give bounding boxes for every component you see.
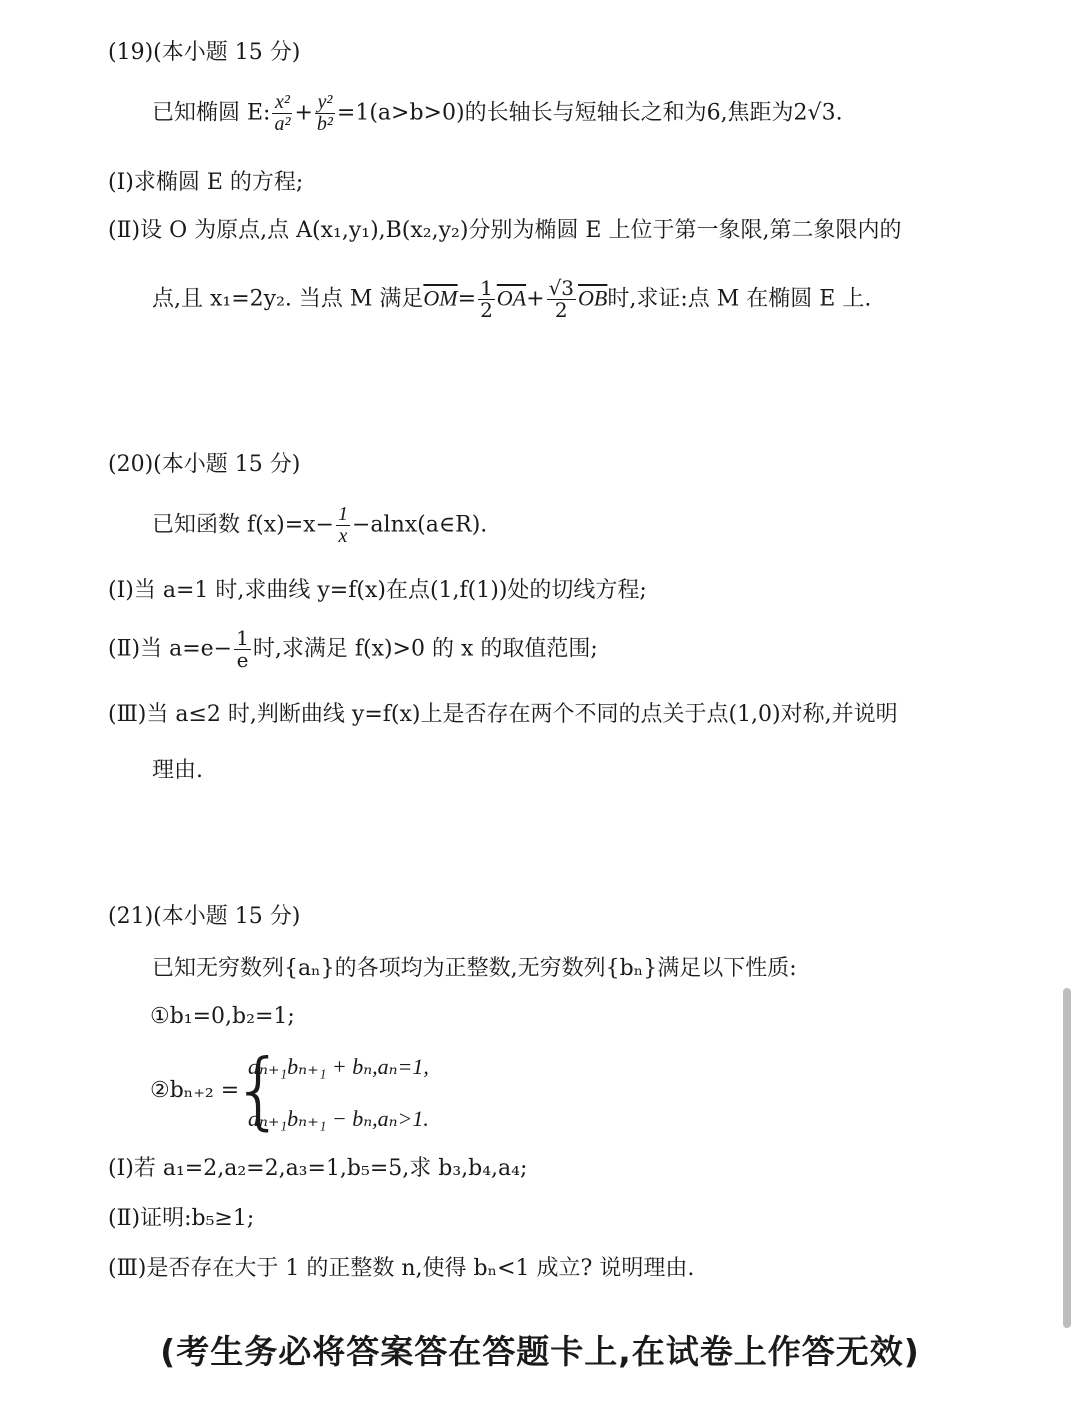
- q20-part1: (Ⅰ)当 a=1 时,求曲线 y=f(x)在点(1,f(1))处的切线方程;: [108, 578, 647, 603]
- q21-stem: 已知无穷数列{aₙ}的各项均为正整数,无穷数列{bₙ}满足以下性质:: [152, 956, 797, 981]
- q19-frac2-den: b²: [316, 113, 333, 135]
- q20-stem-pre: 已知函数 f(x)=x−: [152, 512, 334, 538]
- q19-sqrt3-num: √3: [548, 276, 575, 300]
- q20-stem: [152, 504, 487, 547]
- q20-frac-1-x: [336, 504, 350, 547]
- q21-prop1: ①b₁=0,b₂=1;: [150, 1004, 295, 1029]
- q19-vector-ob: $\overline{OB}$: [578, 285, 608, 311]
- q20-frac-den: x: [338, 525, 348, 547]
- footer-notice: (考生务必将答案答在答题卡上,在试卷上作答无效): [160, 1332, 920, 1371]
- q21-part3: (Ⅲ)是否存在大于 1 的正整数 n,使得 bₙ<1 成立? 说明理由.: [108, 1256, 695, 1281]
- q21-case1: aₙ₊₁bₙ₊₁ + bₙ,aₙ=1,: [248, 1054, 429, 1079]
- q19-frac2-num: y²: [315, 92, 335, 114]
- q20-part3-line1: (Ⅲ)当 a≤2 时,判断曲线 y=f(x)上是否存在两个不同的点关于点(1,0)对称,并说明: [108, 702, 898, 727]
- q19-frac-sqrt3: [547, 278, 576, 321]
- q20-part2-post: 时,求满足 f(x)>0 的 x 的取值范围;: [252, 636, 598, 662]
- q19-heading: (19)(本小题 15 分): [108, 40, 301, 65]
- q19-part1: (Ⅰ)求椭圆 E 的方程;: [108, 170, 304, 195]
- q19-half-num: 1: [480, 276, 493, 300]
- q20-stem-post: −alnx(a∈R).: [351, 512, 488, 538]
- q21-prop2-label: ②bₙ₊₂ =: [150, 1078, 240, 1103]
- q19-part2-line2: [152, 278, 871, 321]
- q19-vector-om: $\overline{OM}$: [423, 285, 458, 311]
- q21-part2: (Ⅱ)证明:b₅≥1;: [108, 1206, 255, 1231]
- q19-frac-y2-b2: [315, 92, 335, 135]
- q21-heading: (21)(本小题 15 分): [108, 904, 301, 929]
- q19-part2-line2-pre: 点,且 x₁=2y₂. 当点 M 满足: [152, 286, 424, 312]
- q19-stem-pre: 已知椭圆 E:: [152, 100, 271, 126]
- q20-heading: (20)(本小题 15 分): [108, 452, 301, 477]
- q19-part2-line2-post: 时,求证:点 M 在椭圆 E 上.: [607, 286, 872, 312]
- left-brace-icon: {: [232, 1041, 286, 1139]
- q20-frac-num: 1: [337, 503, 348, 525]
- q19-stem: [152, 92, 843, 135]
- q19-stem-post: =1(a>b>0)的长轴长与短轴长之和为6,焦距为2√3.: [336, 100, 843, 126]
- q19-part2-line1: (Ⅱ)设 O 为原点,点 A(x₁,y₁),B(x₂,y₂)分别为椭圆 E 上位于第一象限,第二象限内的: [108, 218, 902, 243]
- q19-vector-oa: $\overline{OA}$: [496, 285, 527, 311]
- q20-part2-frac-num: 1: [236, 626, 249, 650]
- q21-case2: aₙ₊₁bₙ₊₁ − bₙ,aₙ>1.: [248, 1106, 429, 1131]
- vertical-scrollbar[interactable]: [1063, 988, 1071, 1328]
- q20-part2: [108, 628, 598, 671]
- q19-half-den: 2: [480, 298, 493, 322]
- q21-part1: (Ⅰ)若 a₁=2,a₂=2,a₃=1,b₅=5,求 b₃,b₄,a₄;: [108, 1156, 528, 1181]
- q19-eq: =: [457, 286, 477, 312]
- q19-frac-half: [478, 278, 495, 321]
- q19-sqrt3-den: 2: [554, 298, 568, 322]
- q19-frac1-den: a²: [274, 113, 291, 135]
- q20-part2-pre: (Ⅱ)当 a=e−: [108, 636, 233, 662]
- q19-frac1-num: x²: [272, 92, 292, 114]
- q19-plus2: +: [526, 286, 545, 312]
- q20-part3-line2: 理由.: [152, 758, 203, 783]
- q19-frac-x2-a2: [272, 92, 292, 135]
- q20-frac-1-e: [234, 628, 251, 671]
- q19-plus: +: [294, 100, 313, 126]
- q20-part2-frac-den: e: [236, 648, 249, 672]
